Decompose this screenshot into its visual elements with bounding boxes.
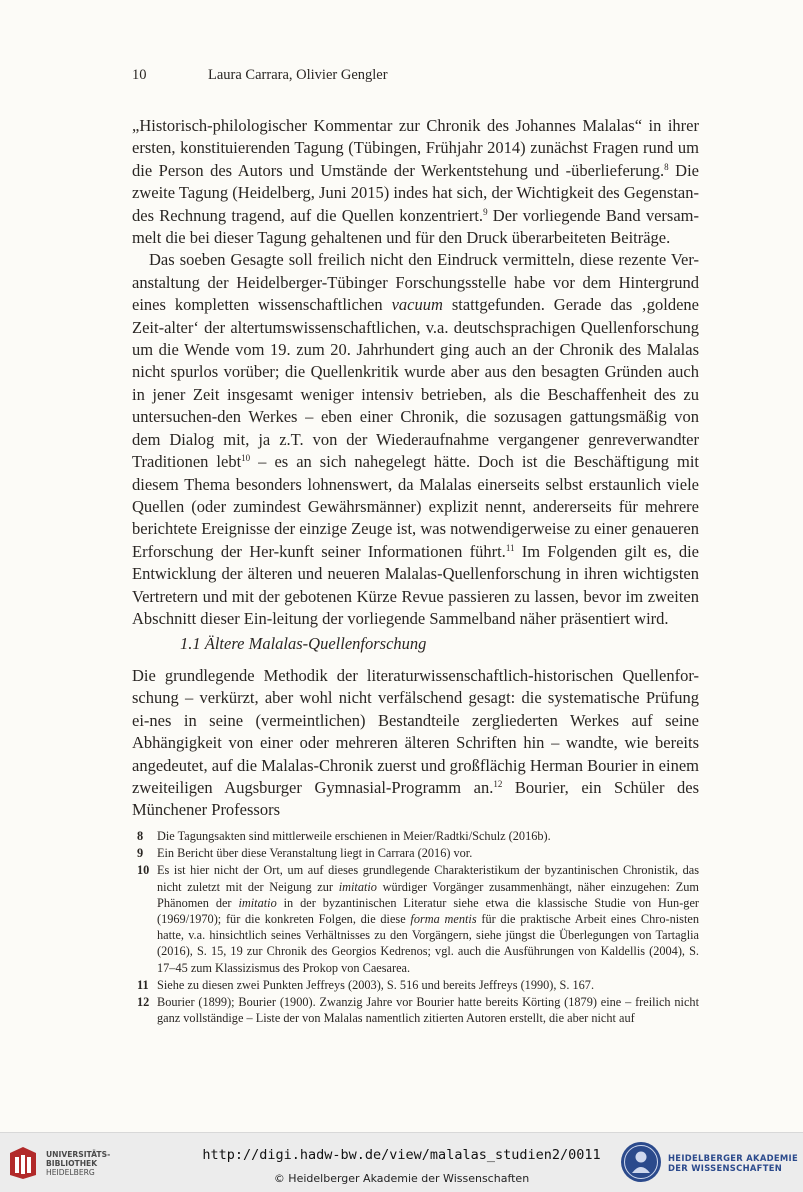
- footnote-ref-11[interactable]: 11: [505, 542, 515, 553]
- body-text: [132, 115, 699, 630]
- footnote-ref-10[interactable]: 10: [241, 453, 251, 464]
- body-text-section: [132, 665, 699, 822]
- paragraph-2: Das soeben Gesagte soll freilich nicht den Eindruck vermitteln, diese rezente Ver-anstaltung der Heidelberger-Tübinger Forschungsstelle habe vor dem Hintergrund eines kompletten wissenschaftlichen vacuum stattgefunden. Gerade das ‚goldene Zeit-alter‘ der altertumswissenschaftlichen, v.a. deutschsprachigen Quellenforschung um die Wende vom 19. zum 20. Jahrhundert ging auch an der Chronik des Malalas nicht spurlos vorüber; die Quellenkritik wurde aber aus den besagten Gründen auch in jener Zeit insgesamt weniger intensiv betrieben, als die Beschaffenheit des zu untersuchen-den Werkes – eben einer Chronik, die sozusagen gattungsmäßig von dem Dialog mit, ja z.T. von der Wiederaufnahme vergangener genreverwandter Traditionen lebt$^{10}$ – es an sich nahegelegt hätte. Doch ist die Beschäftigung mit diesem Thema besonders lohnenswert, da Malalas einerseits selbst erstaunlich viele Quellen (oder zumindest Gewährsmänner) explizit nennt, andererseits für mehrere berichtete Ereignisse der einzige Zeuge ist, was notwendigerweise zu einer genaueren Erforschung der Her-kunft seiner Informationen führt.$^{11}$ Im Folgenden gilt es, die Entwicklung der älteren und neueren Malalas-Quellenforschung in ihren wichtigsten Vertretern und mit der gebotenen Kürze Revue passieren zu lassen, bevor im zweiten Abschnitt dieser Ein-leitung der vorliegende Sammelband näher präsentiert wird.: [132, 250, 700, 628]
- academy-logo[interactable]: [620, 1141, 800, 1185]
- footnote-number: 8: [137, 829, 144, 843]
- academy-logo-line-2: DER WISSENSCHAFTEN: [668, 1163, 783, 1173]
- ub-logo-line-1: UNIVERSITÄTS-: [46, 1150, 111, 1159]
- footnote-number: 12: [137, 995, 150, 1010]
- ub-logo-line-2: BIBLIOTHEK: [46, 1159, 98, 1168]
- footnote-number: 11: [137, 977, 149, 992]
- footnote-ref-8[interactable]: 8: [664, 161, 669, 172]
- footnote-text: Ein Bericht über diese Veranstaltung liegt in Carrara (2016) vor.: [157, 846, 473, 861]
- footnote-8: [132, 828, 699, 844]
- footnotes: [132, 828, 699, 1027]
- footnote-text: Die Tagungsakten sind mittlerweile erschienen in Meier/Radtki/Schulz (2016b).: [157, 829, 551, 843]
- footnote-number: 9: [137, 846, 144, 861]
- section-heading: 1.1 Ältere Malalas-Quellenforschung: [180, 634, 427, 653]
- running-header-authors: Laura Carrara, Olivier Gengler: [208, 67, 388, 83]
- footnote-11: [132, 977, 699, 993]
- footnote-ref-12[interactable]: 12: [493, 779, 503, 790]
- footnote-text: Bourier (1899); Bourier (1900). Zwanzig Jahre vor Bourier hatte bereits Körting (1879) eine – freilich nicht ganz vollständige – Liste der von Malalas namentlich zitierten Autoren erstellt, die aber nicht auf: [157, 995, 699, 1026]
- paragraph-1: „Historisch-philologischer Kommentar zur Chronik des Johannes Malalas“ in ihrer ersten, konstituierenden Tagung (Tübingen, Frühjahr 2014) zunächst Fragen rund um die Person des Autors und Umstände der Werkentstehung und -überlieferung.$^8$ Die zweite Tagung (Heidelberg, Juni 2015) indes hat sich, der Wichtigkeit des Gegenstan-des Rechnung tragend, auf die Quellen konzentriert.$^9$ Der vorliegende Band versam-melt die bei dieser Tagung gehaltenen und für den Druck überarbeiteten Beiträge.: [132, 116, 700, 248]
- footnote-12: [132, 994, 699, 1026]
- footnote-number: 10: [137, 863, 150, 878]
- paragraph-3: Die grundlegende Methodik der literaturwissenschaftlich-historischen Quellenfor-schung – verkürzt, aber wohl nicht verfälschend gesagt: die systematische Prüfung ei-nes in seine (vermeintlichen) Bestandteile zergliederten Werkes auf seine Abhängigkeit von einer oder mehreren älteren Schriften hin – wandte, wie bereits angedeutet, auf die Malalas-Chronik zuerst und großflächig Herman Bourier in einem zweiteiligen Augsburger Gymnasial-Programm an.$^{12}$ Bourier, ein Schüler des Münchener Professors: [132, 666, 699, 820]
- academy-seal-icon: [620, 1141, 662, 1183]
- viewer-footer: [0, 1132, 803, 1192]
- footnote-10: 10 Es ist hier nicht der Ort, um auf dieses grundlegende Charakteristikum der byzantinischen Chronistik, das nicht zuletzt mit der Neigung zur imitatio würdiger Vorgänger zusammenhängt, näher einzugehen: Zum Phänomen der imitatio in der byzantinischen Literatur siehe etwa die klassische Studie von Hun-ger (1969/1970); für die konkreten Folgen, die diese forma mentis für die praktische Arbeit eines Chro-nisten hatte, v.a. hinsichtlich seines Verhältnisses zu den Vorgängern, siehe jüngst die Überlegungen von Tartaglia (2016), S. 15, 19 zur Chronik des Georgios Kedrenos; vgl. auch die Ausführungen von Kaldellis (2004), S. 17–45 zum Klassizismus des Prokop von Caesarea.: [137, 863, 699, 975]
- permalink-url[interactable]: http://digi.hadw-bw.de/view/malalas_studien2/0011: [202, 1147, 601, 1163]
- footnote-text: Siehe zu diesen zwei Punkten Jeffreys (2003), S. 516 und bereits Jeffreys (1990), S. 167.: [157, 977, 595, 992]
- academy-logo-line-1: HEIDELBERGER AKADEMIE: [668, 1153, 798, 1163]
- page-number: 10: [132, 67, 147, 83]
- footnote-ref-9[interactable]: 9: [483, 206, 488, 217]
- copyright-notice: © Heidelberger Akademie der Wissenschaften: [273, 1172, 530, 1185]
- ub-logo-line-3: HEIDELBERG: [46, 1168, 95, 1177]
- footnote-9: [132, 845, 699, 861]
